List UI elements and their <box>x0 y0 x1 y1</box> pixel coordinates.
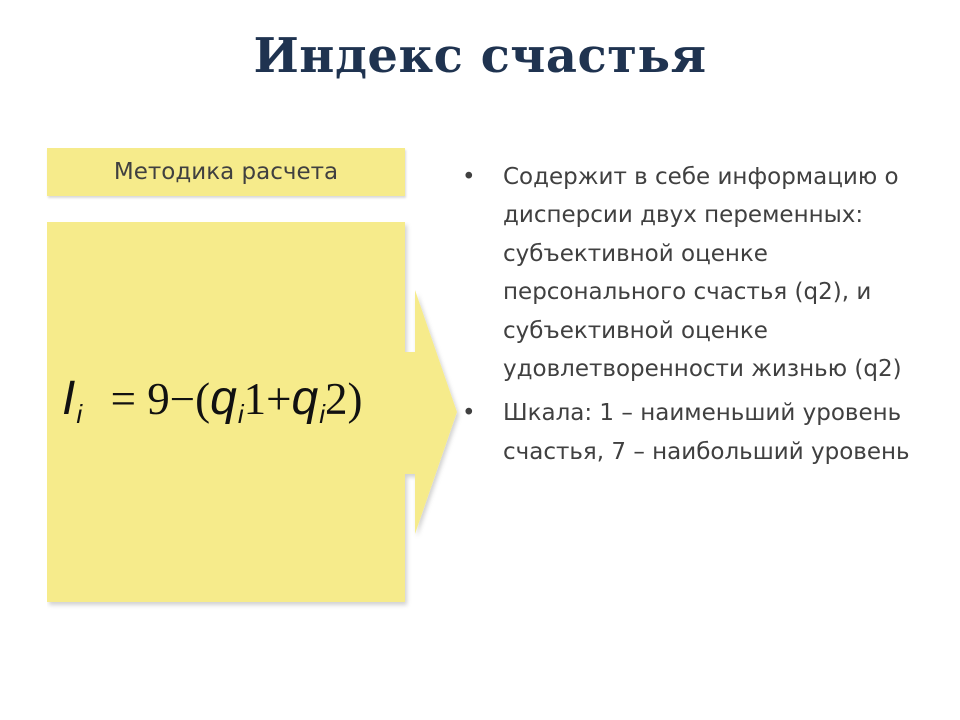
formula-q1-var: q <box>210 372 237 425</box>
formula-lhs-sub: i <box>76 399 83 429</box>
bullet-marker: • <box>462 164 476 190</box>
formula-q2-num: 2 <box>325 374 348 424</box>
formula-open-paren: ( <box>195 374 211 424</box>
bullet-marker: • <box>462 400 476 427</box>
bullet-list <box>462 158 932 477</box>
formula-q1-sub: i <box>237 399 244 429</box>
bullet-item <box>462 158 932 388</box>
formula-q2-var: q <box>291 372 319 425</box>
bullet-text: Шкала: 1 – наименьший уровень счастья, 7 – наибольший уровень <box>503 400 910 465</box>
formula-q2-sub: i <box>319 399 326 429</box>
formula-q1-num: 1 <box>243 374 267 424</box>
method-label-box <box>47 148 405 196</box>
formula-plus: + <box>266 374 292 424</box>
bullet-item <box>462 394 932 471</box>
formula-lhs-var: I <box>62 372 76 425</box>
method-label-text: Методика расчета <box>113 159 339 185</box>
formula-close-paren: ) <box>347 374 363 424</box>
slide-title: Индекс счастья <box>253 28 707 84</box>
formula-constant: 9 <box>147 374 170 424</box>
formula-minus: − <box>169 374 196 424</box>
formula-equals: = <box>110 374 137 424</box>
bullet-text: Содержит в себе информацию о дисперсии двух переменных: субъективной оценке персонального счастья (q2), и субъективной оценке удовлетворенности жизнью (q2) <box>503 164 902 383</box>
happiness-index-formula <box>62 372 432 455</box>
